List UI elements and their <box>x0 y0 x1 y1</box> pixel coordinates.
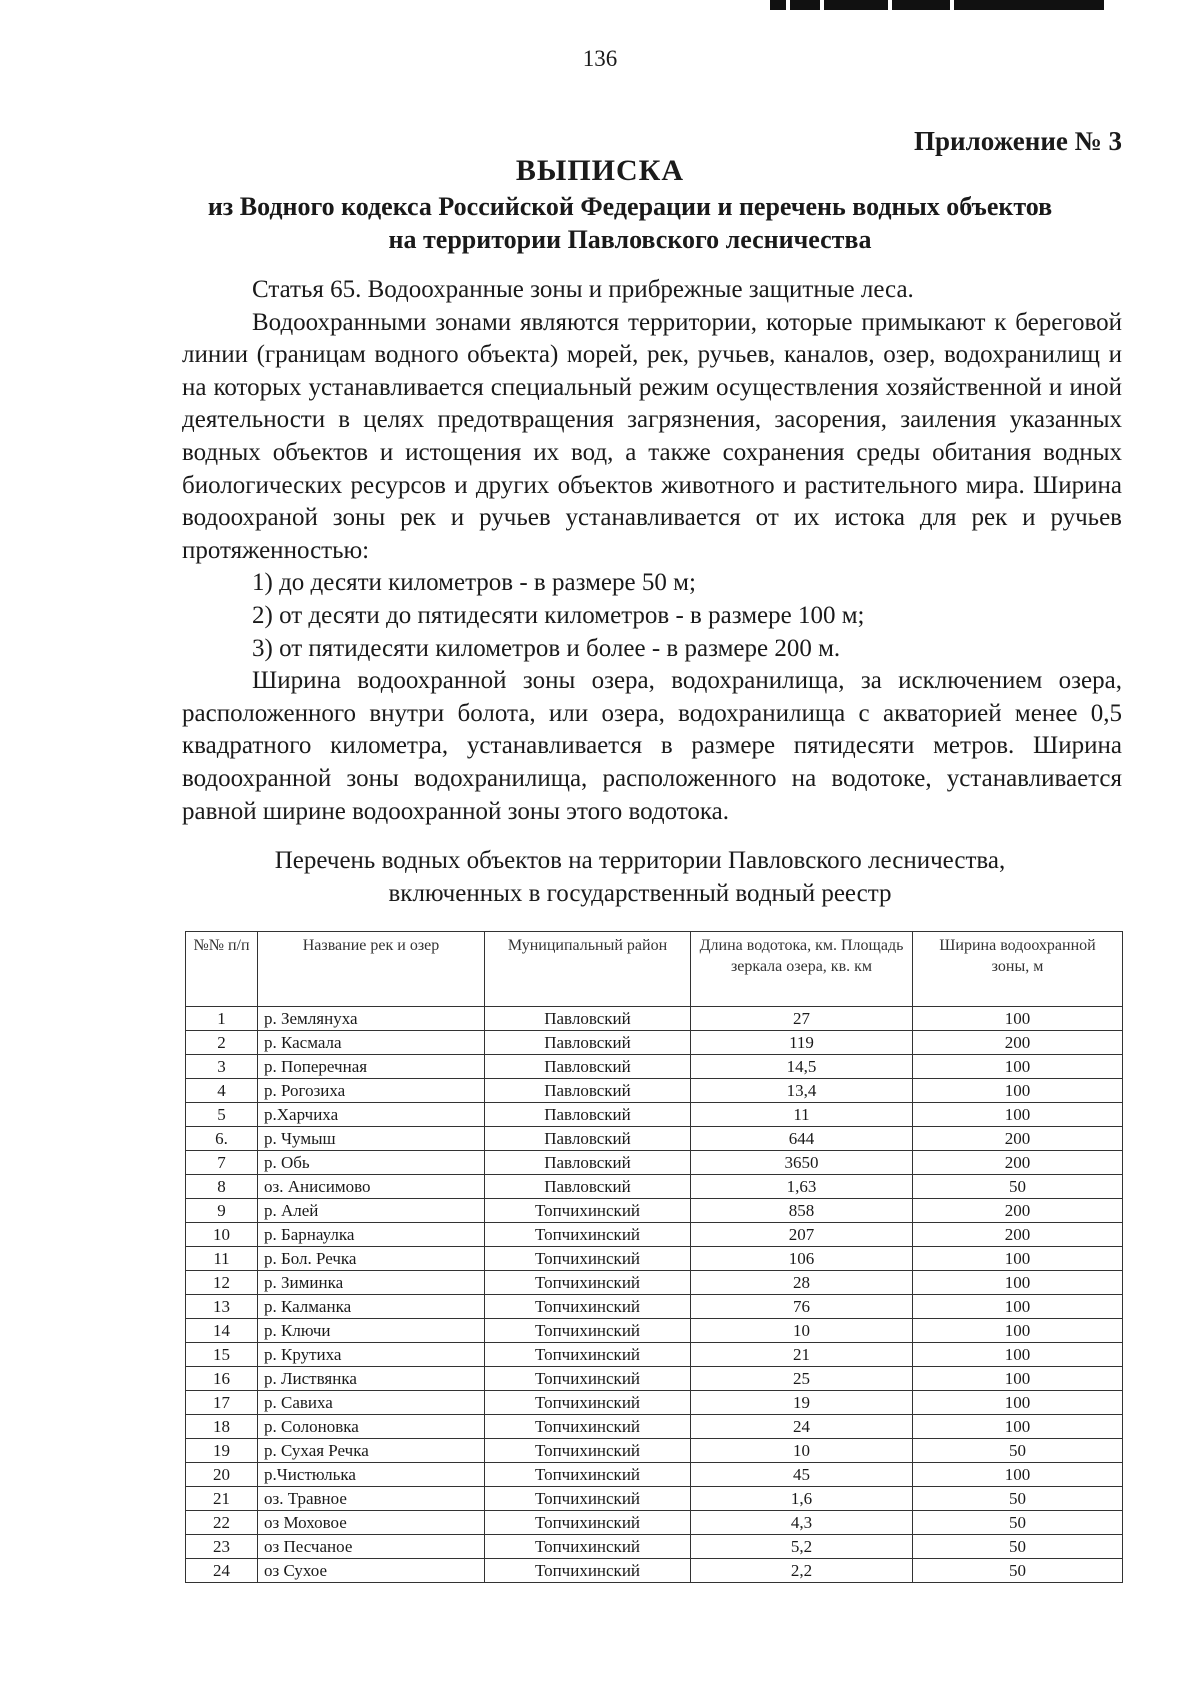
article-paragraph: Водоохранными зонами являются территории, которые примыкают к береговой линии (границам водного объекта) морей, рек, ручьев, каналов, озер, водохранилищ и на которых устанавливается специальный режим осуществления хозяйственной и иной деятельности в целях предотвращения загрязнения, засорения, заиления указанных водных объектов и истощения их вод, а также сохранения среды обитания водных биологических ресурсов и других объектов животного и растительного мира. Ширина водоохраной зоны рек и ручьев устанавливается от их истока для рек и ручьев протяженностью: <box>182 308 1122 564</box>
cell-name: оз Песчаное <box>258 1535 485 1559</box>
cell-district: Павловский <box>485 1007 691 1031</box>
cell-name: р. Листвянка <box>258 1367 485 1391</box>
table-row <box>186 1319 1123 1343</box>
cell-name: р. Алей <box>258 1199 485 1223</box>
cell-width: 100 <box>913 1247 1123 1271</box>
cell-number: 23 <box>186 1535 258 1559</box>
cell-length: 10 <box>691 1439 913 1463</box>
table-row <box>186 1535 1123 1559</box>
cell-name: р. Ключи <box>258 1319 485 1343</box>
scan-mark <box>892 0 950 10</box>
cell-district: Топчихинский <box>485 1439 691 1463</box>
cell-length: 2,2 <box>691 1559 913 1583</box>
article-paragraph: Ширина водоохранной зоны озера, водохранилища, за исключением озера, расположенного внутри болота, или озера, водохранилища с акваторией менее 0,5 квадратного километра, устанавливается в размере пятидесяти метров. Ширина водоохранной зоны водохранилища, расположенного на водотоке, устанавливается равной ширине водоохранной зоны этого водотока. <box>182 667 1122 825</box>
list-title-line: Перечень водных объектов на территории Павловского лесничества, <box>274 847 1006 874</box>
table-row <box>186 1055 1123 1079</box>
cell-district: Топчихинский <box>485 1511 691 1535</box>
table-body <box>186 1007 1123 1583</box>
cell-length: 13,4 <box>691 1079 913 1103</box>
table-row <box>186 1247 1123 1271</box>
cell-length: 3650 <box>691 1151 913 1175</box>
table-row <box>186 1463 1123 1487</box>
article-list-item: 1) до десяти километров - в размере 50 м; <box>252 569 696 597</box>
cell-width: 50 <box>913 1175 1123 1199</box>
article-text <box>182 274 1122 828</box>
cell-name: оз. Травное <box>258 1487 485 1511</box>
cell-name: р. Чумыш <box>258 1127 485 1151</box>
cell-district: Топчихинский <box>485 1319 691 1343</box>
cell-width: 100 <box>913 1007 1123 1031</box>
cell-length: 45 <box>691 1463 913 1487</box>
cell-length: 28 <box>691 1271 913 1295</box>
cell-width: 100 <box>913 1103 1123 1127</box>
table-row <box>186 1559 1123 1583</box>
cell-district: Топчихинский <box>485 1415 691 1439</box>
cell-length: 19 <box>691 1391 913 1415</box>
cell-name: р.Чистюлька <box>258 1463 485 1487</box>
cell-length: 27 <box>691 1007 913 1031</box>
table-row <box>186 1031 1123 1055</box>
scan-mark <box>770 0 786 10</box>
cell-width: 200 <box>913 1223 1123 1247</box>
cell-number: 15 <box>186 1343 258 1367</box>
cell-name: р. Сухая Речка <box>258 1439 485 1463</box>
cell-district: Павловский <box>485 1055 691 1079</box>
table-row <box>186 1199 1123 1223</box>
cell-number: 22 <box>186 1511 258 1535</box>
cell-district: Топчихинский <box>485 1223 691 1247</box>
cell-number: 2 <box>186 1031 258 1055</box>
header-district: Муниципальный район <box>485 932 691 1007</box>
article-list-item: 2) от десяти до пятидесяти километров - в размере 100 м; <box>252 601 865 629</box>
cell-name: р. Бол. Речка <box>258 1247 485 1271</box>
header-length: Длина водотока, км. Площадь зеркала озера, кв. км <box>691 932 913 1007</box>
document-subtitle <box>150 190 1110 256</box>
cell-number: 11 <box>186 1247 258 1271</box>
table-row <box>186 1079 1123 1103</box>
cell-length: 25 <box>691 1367 913 1391</box>
cell-width: 50 <box>913 1511 1123 1535</box>
table-row <box>186 1367 1123 1391</box>
cell-district: Топчихинский <box>485 1463 691 1487</box>
cell-district: Топчихинский <box>485 1559 691 1583</box>
cell-length: 24 <box>691 1415 913 1439</box>
cell-district: Топчихинский <box>485 1487 691 1511</box>
cell-district: Павловский <box>485 1103 691 1127</box>
article-heading: Статья 65. Водоохранные зоны и прибрежные защитные леса. <box>252 276 914 303</box>
cell-name: оз Сухое <box>258 1559 485 1583</box>
cell-name: р. Барнаулка <box>258 1223 485 1247</box>
cell-number: 18 <box>186 1415 258 1439</box>
table-row <box>186 1127 1123 1151</box>
article-list-item: 3) от пятидесяти километров и более - в размере 200 м. <box>252 634 841 662</box>
cell-district: Павловский <box>485 1127 691 1151</box>
cell-name: р. Савиха <box>258 1391 485 1415</box>
cell-width: 100 <box>913 1079 1123 1103</box>
table-row <box>186 1175 1123 1199</box>
cell-width: 200 <box>913 1199 1123 1223</box>
cell-length: 1,6 <box>691 1487 913 1511</box>
scan-mark <box>790 0 820 10</box>
cell-district: Топчихинский <box>485 1535 691 1559</box>
table-row <box>186 1295 1123 1319</box>
cell-width: 200 <box>913 1031 1123 1055</box>
cell-number: 9 <box>186 1199 258 1223</box>
cell-width: 100 <box>913 1463 1123 1487</box>
cell-number: 16 <box>186 1367 258 1391</box>
cell-length: 207 <box>691 1223 913 1247</box>
cell-district: Павловский <box>485 1031 691 1055</box>
cell-number: 6. <box>186 1127 258 1151</box>
cell-name: р. Землянуха <box>258 1007 485 1031</box>
cell-length: 10 <box>691 1319 913 1343</box>
table-row <box>186 1439 1123 1463</box>
scan-mark <box>824 0 888 10</box>
cell-number: 19 <box>186 1439 258 1463</box>
table-row <box>186 1391 1123 1415</box>
subtitle-line: из Водного кодекса Российской Федерации и перечень водных объектов <box>207 192 1053 221</box>
cell-width: 50 <box>913 1535 1123 1559</box>
cell-length: 14,5 <box>691 1055 913 1079</box>
cell-width: 50 <box>913 1559 1123 1583</box>
cell-width: 100 <box>913 1271 1123 1295</box>
cell-number: 1 <box>186 1007 258 1031</box>
header-name: Название рек и озер <box>258 932 485 1007</box>
subtitle-line: на территории Павловского лесничества <box>388 225 872 254</box>
cell-district: Топчихинский <box>485 1391 691 1415</box>
table-row <box>186 1343 1123 1367</box>
cell-length: 1,63 <box>691 1175 913 1199</box>
table-row <box>186 1487 1123 1511</box>
cell-width: 50 <box>913 1487 1123 1511</box>
header-width: Ширина водоохранной зоны, м <box>913 932 1123 1007</box>
cell-district: Топчихинский <box>485 1343 691 1367</box>
cell-width: 100 <box>913 1319 1123 1343</box>
cell-district: Павловский <box>485 1151 691 1175</box>
cell-number: 12 <box>186 1271 258 1295</box>
cell-district: Павловский <box>485 1175 691 1199</box>
header-number: №№ п/п <box>186 932 258 1007</box>
cell-number: 8 <box>186 1175 258 1199</box>
scan-mark <box>954 0 1104 10</box>
cell-number: 14 <box>186 1319 258 1343</box>
cell-name: р. Крутиха <box>258 1343 485 1367</box>
water-objects-table <box>185 931 1123 1583</box>
table-header-row <box>186 932 1123 1007</box>
cell-number: 13 <box>186 1295 258 1319</box>
cell-number: 4 <box>186 1079 258 1103</box>
cell-name: р. Солоновка <box>258 1415 485 1439</box>
cell-name: р. Обь <box>258 1151 485 1175</box>
cell-length: 11 <box>691 1103 913 1127</box>
cell-name: р. Зиминка <box>258 1271 485 1295</box>
cell-name: р. Рогозиха <box>258 1079 485 1103</box>
cell-number: 3 <box>186 1055 258 1079</box>
cell-name: р.Харчиха <box>258 1103 485 1127</box>
cell-number: 17 <box>186 1391 258 1415</box>
cell-length: 21 <box>691 1343 913 1367</box>
cell-number: 10 <box>186 1223 258 1247</box>
document-title: ВЫПИСКА <box>515 154 685 187</box>
cell-name: р. Калманка <box>258 1295 485 1319</box>
cell-width: 100 <box>913 1415 1123 1439</box>
list-title <box>160 844 1120 910</box>
cell-number: 7 <box>186 1151 258 1175</box>
cell-length: 119 <box>691 1031 913 1055</box>
table-row <box>186 1151 1123 1175</box>
scan-artifact-bar <box>770 0 1104 12</box>
cell-length: 644 <box>691 1127 913 1151</box>
table-row <box>186 1271 1123 1295</box>
cell-width: 200 <box>913 1127 1123 1151</box>
cell-width: 200 <box>913 1151 1123 1175</box>
table-row <box>186 1103 1123 1127</box>
cell-number: 20 <box>186 1463 258 1487</box>
cell-district: Топчихинский <box>485 1271 691 1295</box>
cell-width: 50 <box>913 1439 1123 1463</box>
cell-district: Топчихинский <box>485 1199 691 1223</box>
table-row <box>186 1007 1123 1031</box>
cell-name: оз. Анисимово <box>258 1175 485 1199</box>
table-row <box>186 1223 1123 1247</box>
cell-length: 76 <box>691 1295 913 1319</box>
cell-width: 100 <box>913 1367 1123 1391</box>
table-row <box>186 1511 1123 1535</box>
cell-width: 100 <box>913 1391 1123 1415</box>
cell-length: 5,2 <box>691 1535 913 1559</box>
cell-length: 4,3 <box>691 1511 913 1535</box>
cell-number: 5 <box>186 1103 258 1127</box>
cell-number: 21 <box>186 1487 258 1511</box>
appendix-label: Приложение № 3 <box>914 126 1122 156</box>
page-number: 136 <box>582 46 618 71</box>
cell-number: 24 <box>186 1559 258 1583</box>
cell-name: р. Касмала <box>258 1031 485 1055</box>
table-row <box>186 1415 1123 1439</box>
cell-length: 106 <box>691 1247 913 1271</box>
cell-width: 100 <box>913 1295 1123 1319</box>
cell-length: 858 <box>691 1199 913 1223</box>
list-title-line: включенных в государственный водный реестр <box>388 880 892 907</box>
cell-width: 100 <box>913 1343 1123 1367</box>
cell-width: 100 <box>913 1055 1123 1079</box>
cell-district: Топчихинский <box>485 1247 691 1271</box>
cell-name: р. Поперечная <box>258 1055 485 1079</box>
cell-district: Павловский <box>485 1079 691 1103</box>
cell-district: Топчихинский <box>485 1367 691 1391</box>
cell-district: Топчихинский <box>485 1295 691 1319</box>
cell-name: оз Моховое <box>258 1511 485 1535</box>
